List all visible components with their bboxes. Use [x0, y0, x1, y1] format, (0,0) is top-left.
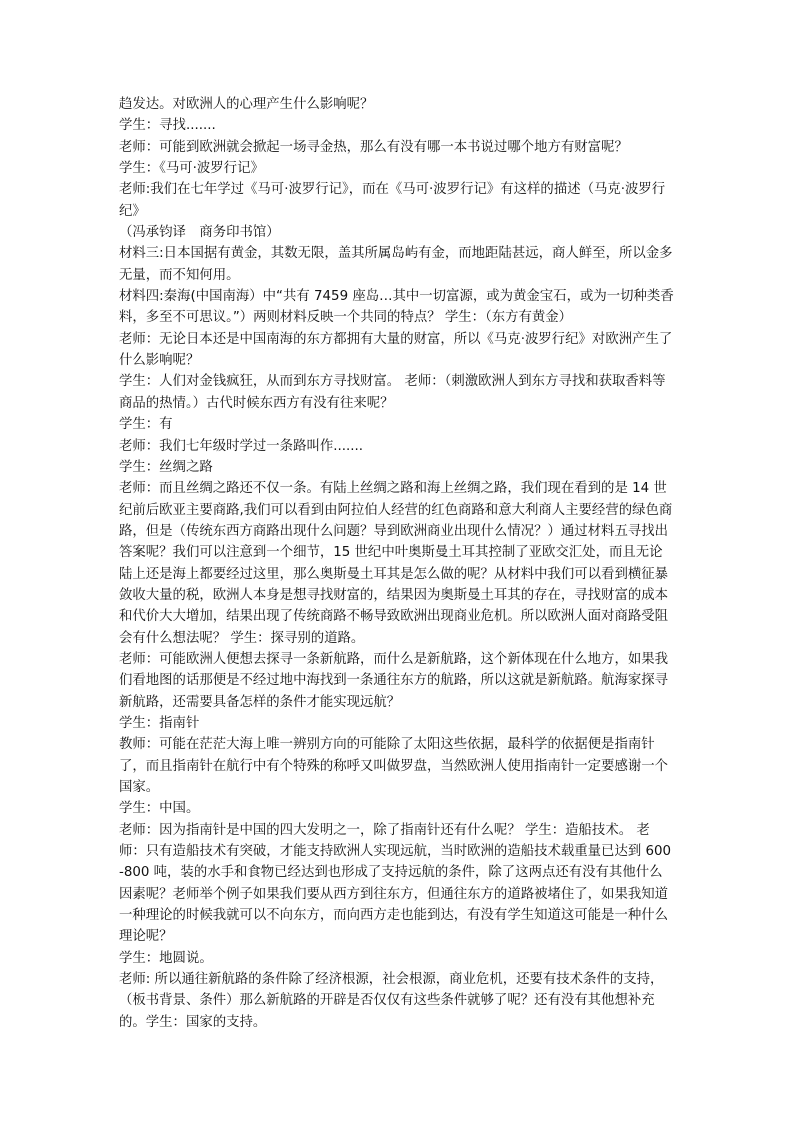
text-line-17: 教师：可能在茫茫大海上唯一辨别方向的可能除了太阳这些依据，最科学的依据便是指南针了，而且指南针在航行中有个特殊的称呼又叫做罗盘，当然欧洲人使用指南针一定要感谢一个国家。	[119, 737, 669, 795]
text-line-8: 材料四:秦海(中国南海）中“共有 7459 座岛…其中一切富源，或为黄金宝石，或为一切种类香料，多至不可思议。”）两则材料反映一个共同的特点？ 学生：（东方有黄金）	[119, 289, 674, 326]
text-line-13: 学生：丝绸之路	[119, 459, 213, 475]
text-line-7: 材料三:日本国据有黄金，其数无限，盖其所属岛屿有金，而地距陆甚远，商人鲜至，所以金多无量，而不知何用。	[119, 246, 673, 283]
text-line-21: 老师: 所以通往新航路的条件除了经济根源，社会根源，商业危机，还要有技术条件的支持，（板书背景、条件）那么新航路的开辟是否仅仅有这些条件就够了呢？还有没有其他想补充的。学生：国家的支持。	[119, 972, 664, 1030]
text-line-20: 学生：地圆说。	[119, 950, 213, 966]
text-line-11: 学生：有	[119, 417, 173, 433]
text-line-9: 老师：无论日本还是中国南海的东方都拥有大量的财富，所以《马克·波罗行纪》对欧洲产生了什么影响呢？	[119, 331, 673, 369]
text-line-5: 老师:我们在七年学过《马可·波罗行记》，而在《马可·波罗行记》有这样的描述（马克·波罗行纪》	[119, 182, 666, 219]
text-line-1: 趋发达。对欧洲人的心理产生什么影响呢？	[119, 97, 374, 112]
document-page	[119, 94, 675, 1033]
text-line-15: 老师：可能欧洲人便想去探寻一条新航路，而什么是新航路，这个新体现在什么地方，如果我们看地图的话那便是不经过地中海找到一条通往东方的航路，所以这就是新航路。航海家探寻新航路，还需要具备怎样的条件才能实现远航？	[119, 651, 669, 710]
text-line-6: （冯承钧译 商务印书馆）	[119, 225, 280, 241]
text-line-2: 学生：寻找.......	[119, 118, 216, 134]
text-line-12: 老师：我们七年级时学过一条路叫作.......	[119, 438, 364, 454]
text-line-16: 学生：指南针	[119, 715, 200, 731]
text-line-4: 学生：《马可·波罗行记》	[119, 161, 264, 177]
text-line-18: 学生：中国。	[119, 801, 200, 817]
text-line-10: 学生：人们对金钱疯狂，从而到东方寻找财富。 老师：（刺激欧洲人到东方寻找和获取香料等商品的热情。）古代时候东西方有没有往来呢？	[119, 374, 666, 411]
text-line-3: 老师：可能到欧洲就会掀起一场寻金热，那么有没有哪一本书说过哪个地方有财富呢？	[119, 139, 628, 155]
text-line-19: 老师：因为指南针是中国的四大发明之一，除了指南针还有什么呢？ 学生：造船技术。 老师：只有造船技术有突破，才能支持欧洲人实现远航，当时欧洲的造船技术载重量已达到 600-800 吨，装的水手和食物已经达到也形成了支持远航的条件，除了这两点还有没有其他什么因素呢？老师举个例子如果我们要从西方到往东方，但通往东方的道路被堵住了，如果我知道一种理论的时候我就可以不向东方，而向西方走也能到达，有没有学生知道这可能是一种什么理论呢？	[119, 822, 672, 945]
text-line-14: 老师：而且丝绸之路还不仅一条。有陆上丝绸之路和海上丝绸之路，我们现在看到的是 14 世纪前后欧亚主要商路,我们可以看到由阿拉伯人经营的红色商路和意大利商人主要经营的绿色商路，但是（传统东西方商路出现什么问题？导到欧洲商业出现什么情况？）通过材料五寻找出答案呢？我们可以注意到一个细节，15 世纪中叶奥斯曼土耳其控制了亚欧交汇处，而且无论陆上还是海上都要经过这里，那么奥斯曼土耳其是怎么做的呢？从材料中我们可以看到横征暴敛收大量的税，欧洲人本身是想寻找财富的，结果因为奥斯曼土耳其的存在，寻找财富的成本和代价大大增加，结果出现了传统商路不畅导致欧洲出现商业危机。所以欧洲人面对商路受阻会有什么想法呢？ 学生：探寻别的道路。	[119, 481, 673, 646]
